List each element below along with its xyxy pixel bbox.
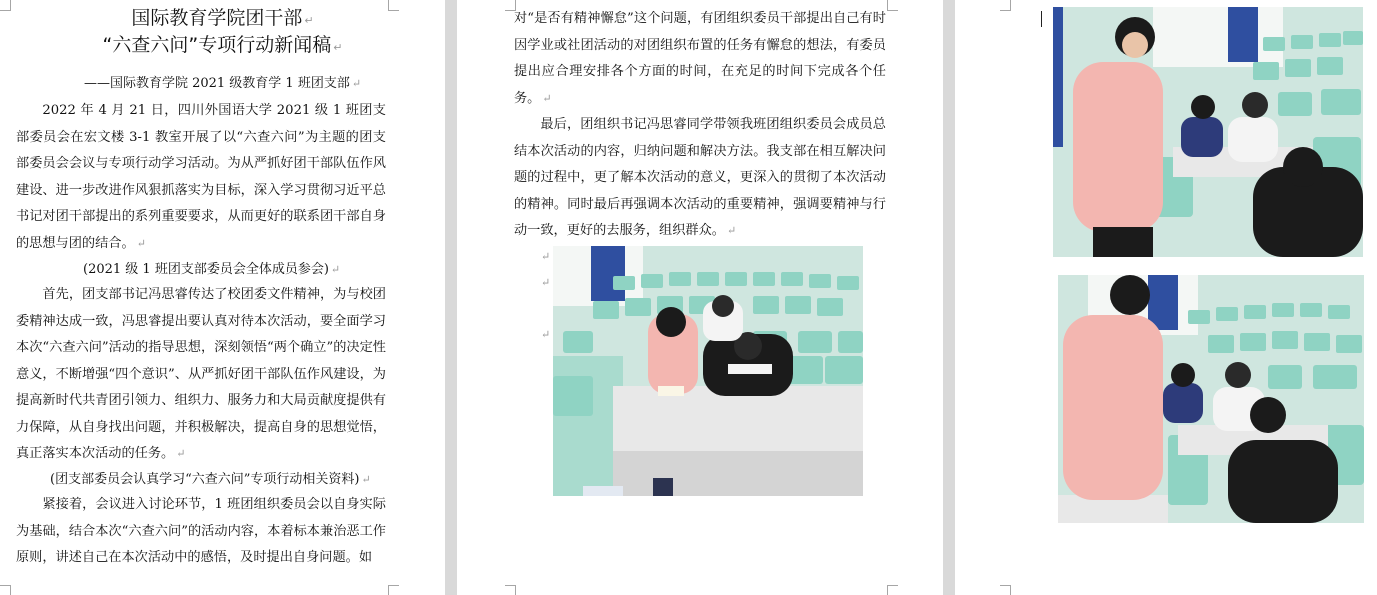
document-title-line-2: “六查六问”专项行动新闻稿 ↵ [102,34,343,56]
page-corner-mark [0,585,11,595]
page-corner-mark [887,0,898,11]
body-paragraph-4: 最后，团组织书记冯思睿同学带领我班团组织委员会成员总结本次活动的内容，归纳问题和解决方法。我支部在相互解决问题的过程中，更了解本次活动的意义，更深入的贯彻了本次活动的精神。同时最后再强调本次活动的重要精神，强调要精神与行动一致，更好的去服务，组织群众。 ↵ [514,117,886,238]
meeting-photo-reading[interactable] [553,246,863,496]
page-corner-mark [887,585,898,595]
photo-caption-1: (2021 级 1 班团支部委员会全体成员参会) ↵ [83,262,341,277]
page-corner-mark [1000,0,1011,11]
page-corner-mark [505,585,516,595]
text-cursor [1041,11,1042,27]
body-paragraph-1: 2022 年 4 月 21 日，四川外国语大学 2021 级 1 班团支部委员会在宏文楼 3-1 教室开展了以“六查六问”为主题的团支部委员会会议与专项行动学习活动。为从严抓好团干部队伍作风建设、进一步改进作风狠抓落实为目标，深入学习贯彻习近平总书记对团干部提出的系列重要要求，从而更好的联系团干部自身的思想与团的结合。 ↵ [16,103,386,251]
empty-paragraph-mark: ↵ [541,328,551,341]
meeting-photo-discussion-2[interactable] [1058,275,1364,523]
body-paragraph-2: 首先，团支部书记冯思睿传达了校团委文件精神，为与校团委精神达成一致，冯思睿提出要认真对待本次活动，要全面学习本次“六查六问”活动的指导思想，深刻领悟“两个确立”的决定性意义，不断增强“四个意识”、从严抓好团干部队伍作风建设，为提高新时代共青团引领力、组织力、服务力和大局贡献度提供有力保障，从自身找出问题，并积极解决，提高自身的思想觉悟，真正落实本次活动的任务。 ↵ [16,287,386,461]
meeting-photo-discussion-1[interactable] [1053,7,1363,257]
body-paragraph-3-continued: 对“是否有精神懈怠”这个问题，有团组织委员干部提出自己有时因学业或社团活动的对团组织布置的任务有懈怠的想法，有委员提出应合理安排各个方面的时间，在充足的时间下完成各个任务。 ↵ [514,11,886,106]
document-page-2 [457,0,943,595]
document-title-line-1: 国际教育学院团干部 ↵ [131,7,314,29]
document-page-3 [955,0,1377,595]
page-corner-mark [1000,585,1011,595]
body-paragraph-3: 紧接着，会议进入讨论环节，1 班团组织委员会以自身实际为基础，结合本次“六查六问”的活动内容，本着标本兼治恶工作原则，讲述自己在本次活动中的感悟，及时提出自身问题。如 [16,497,386,565]
document-page-1 [0,0,445,595]
page-corner-mark [388,585,399,595]
document-byline: ——国际教育学院 2021 级教育学 1 班团支部 ↵ [83,76,362,91]
photo-caption-2: (团支部委员会认真学习“六查六问”专项行动相关资料) ↵ [50,472,371,487]
empty-paragraph-mark: ↵ [541,250,551,263]
empty-paragraph-mark: ↵ [541,276,551,289]
